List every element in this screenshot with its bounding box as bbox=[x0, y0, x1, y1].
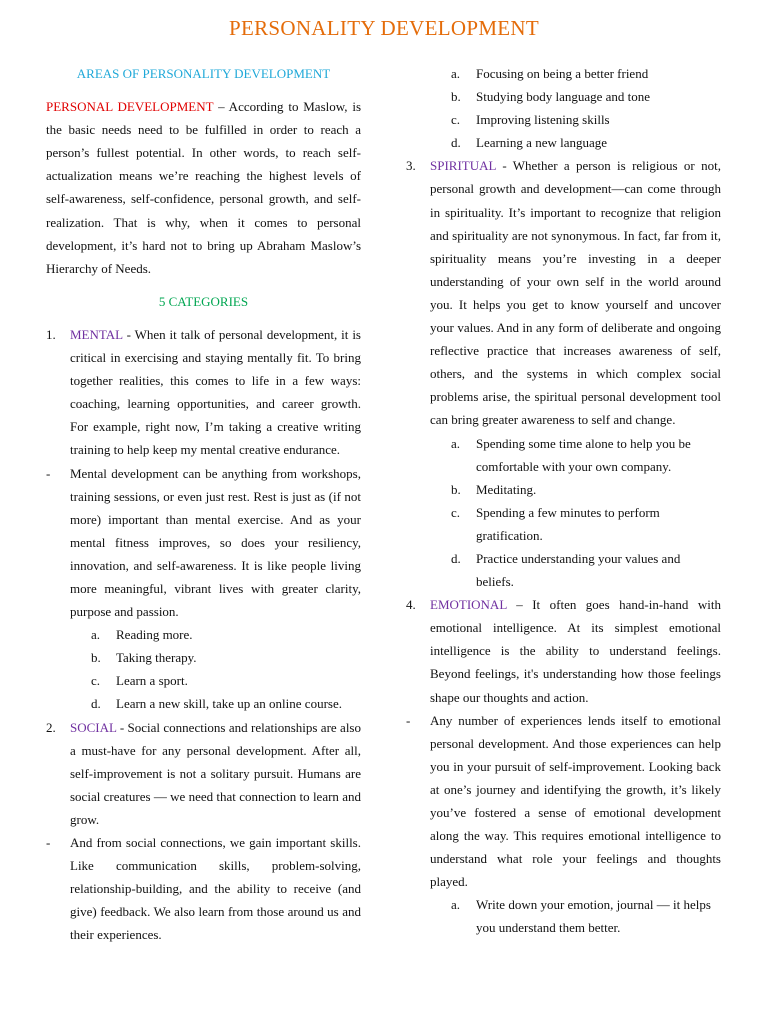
personal-development-label: PERSONAL DEVELOPMENT bbox=[46, 99, 214, 115]
list-item bbox=[91, 646, 361, 669]
category-body bbox=[430, 154, 721, 431]
category-text: - Whether a person is religious or not, personal growth and development—can come through in spirituality. It’s important to recognize that religion and spirituality are not synonymous. In fact, far from it, spirituality means you’re investing in a deeper understanding of your own self in the world around you. It helps you get to know yourself and uncover your values. And in any form of deliberate and ongoing reflective practice that increases awareness of self, others, and the systems in which complex social problems arise, the spiritual personal development tool can bring greater awareness to self and change. bbox=[430, 158, 721, 428]
dash-marker: - bbox=[406, 712, 411, 728]
list-letter: b. bbox=[451, 89, 461, 105]
list-letter: a. bbox=[451, 897, 461, 913]
list-number: 2. bbox=[46, 719, 56, 735]
page-title: PERSONALITY DEVELOPMENT bbox=[228, 16, 540, 40]
list-item-text: Reading more. bbox=[116, 627, 193, 643]
list-letter: d. bbox=[451, 550, 461, 566]
list-item-text: Meditating. bbox=[476, 481, 537, 497]
category-body bbox=[70, 716, 361, 831]
list-item bbox=[451, 478, 721, 501]
list-number: 1. bbox=[46, 326, 56, 342]
list-item-text: Practice understanding your values and beliefs. bbox=[476, 550, 681, 590]
list-item bbox=[451, 85, 721, 108]
dash-text: And from social connections, we gain important skills. Like communication skills, problem-solving, relationship-building, and the ability to receive (and give) feedback. We also learn from those around us and their experiences. bbox=[70, 835, 361, 943]
mental-dash-item bbox=[46, 462, 361, 624]
dash-marker: - bbox=[46, 465, 51, 481]
category-label-mental: MENTAL bbox=[70, 326, 123, 342]
list-number: 4. bbox=[406, 597, 416, 613]
category-emotional bbox=[406, 593, 721, 708]
list-letter: a. bbox=[451, 66, 461, 81]
dash-text: Mental development can be anything from workshops, training sessions, or even just rest. Rest is just as (if not more) important than mental exercise. And as your mental fitness improves, so does your resiliency, innovation, and self-awareness. It is like people living more meaningful, vibrant lives with greater clarity, purpose and passion. bbox=[70, 465, 361, 620]
list-item-text: Learn a new skill, take up an online course. bbox=[116, 696, 342, 712]
category-text: – It often goes hand-in-hand with emotional intelligence. At its simplest emotional intelligence is the ability to understand feelings. Beyond feelings, it's understanding how those feelings shape our thoughts and action. bbox=[430, 597, 721, 705]
list-letter: c. bbox=[91, 673, 101, 689]
list-letter: c. bbox=[451, 112, 461, 128]
list-item bbox=[91, 623, 361, 646]
list-item-text: Learn a sport. bbox=[116, 673, 188, 689]
list-item-text: Focusing on being a better friend bbox=[476, 66, 649, 81]
list-item bbox=[91, 669, 361, 692]
list-item bbox=[451, 131, 721, 154]
personal-development-paragraph bbox=[46, 95, 361, 280]
list-letter: a. bbox=[451, 435, 461, 451]
social-sublist bbox=[406, 62, 721, 154]
list-item bbox=[451, 547, 721, 593]
list-item-text: Spending a few minutes to perform gratification. bbox=[476, 504, 660, 543]
list-item bbox=[91, 692, 361, 715]
category-text: - When it talk of personal development, it is critical in exercising and staying mentally fit. To bring together realities, this comes to life in a few ways: coaching, learning opportunities, and career growth. For example, right now, I’m taking a creative writing training to help keep my mental creative endurance. bbox=[70, 326, 361, 458]
category-spiritual bbox=[406, 154, 721, 431]
category-body bbox=[430, 593, 721, 708]
list-item-text: Studying body language and tone bbox=[476, 89, 651, 105]
list-letter: d. bbox=[451, 135, 461, 151]
category-social bbox=[46, 716, 361, 831]
list-item bbox=[451, 108, 721, 131]
category-text: - Social connections and relationships are also a must-have for any personal development. After all, self-improvement is not a solitary pursuit. Humans are social creatures — we need that connection to learn and grow. bbox=[70, 719, 361, 827]
list-item-text: Improving listening skills bbox=[476, 112, 610, 128]
list-item-text: Learning a new language bbox=[476, 135, 608, 151]
areas-heading: AREAS OF PERSONALITY DEVELOPMENT bbox=[76, 66, 331, 81]
list-letter: b. bbox=[451, 481, 461, 497]
category-label-social: SOCIAL bbox=[70, 719, 117, 735]
category-label-spiritual: SPIRITUAL bbox=[430, 158, 496, 174]
category-label-emotional: EMOTIONAL bbox=[430, 597, 507, 613]
list-item bbox=[451, 893, 721, 939]
dash-text: Any number of experiences lends itself to emotional personal development. And those experiences can help you in your pursuit of self-improvement. Looking back at one’s journey and identifying the growth, it’s likely you’ve fostered a sense of emotional development along the way. This requires emotional intelligence to understand what role your feelings and thoughts played. bbox=[430, 712, 721, 890]
list-letter: b. bbox=[91, 650, 101, 666]
list-number: 3. bbox=[406, 158, 416, 174]
right-column bbox=[406, 62, 721, 940]
list-item bbox=[451, 432, 721, 478]
list-item-text: Write down your emotion, journal — it helps you understand them better. bbox=[476, 897, 711, 936]
list-letter: a. bbox=[91, 627, 101, 643]
mental-sublist bbox=[46, 623, 361, 715]
category-body bbox=[70, 323, 361, 462]
list-item-text: Taking therapy. bbox=[116, 650, 197, 666]
list-letter: c. bbox=[451, 504, 461, 520]
categories-heading: 5 CATEGORIES bbox=[158, 293, 249, 309]
emotional-sublist bbox=[406, 893, 721, 939]
emotional-dash-item bbox=[406, 709, 721, 894]
list-letter: d. bbox=[91, 696, 101, 712]
social-dash-item bbox=[46, 831, 361, 946]
list-item-text: Spending some time alone to help you be comfortable with your own company. bbox=[476, 435, 691, 474]
personal-development-text: – According to Maslow, is the basic needs need to be fulfilled in order to reach a person’s fullest potential. In other words, to reach self-actualization means we’re reaching the highest levels of self-awareness, self-confidence, personal growth, and self-realization. That is why, when it comes to personal development, it’s hard not to bring up Abraham Maslow’s Hierarchy of Needs. bbox=[46, 99, 361, 276]
list-item bbox=[451, 501, 721, 547]
spiritual-sublist bbox=[406, 432, 721, 594]
dash-marker: - bbox=[46, 835, 51, 850]
category-mental bbox=[46, 323, 361, 462]
left-column bbox=[46, 62, 361, 946]
list-item bbox=[451, 62, 721, 85]
